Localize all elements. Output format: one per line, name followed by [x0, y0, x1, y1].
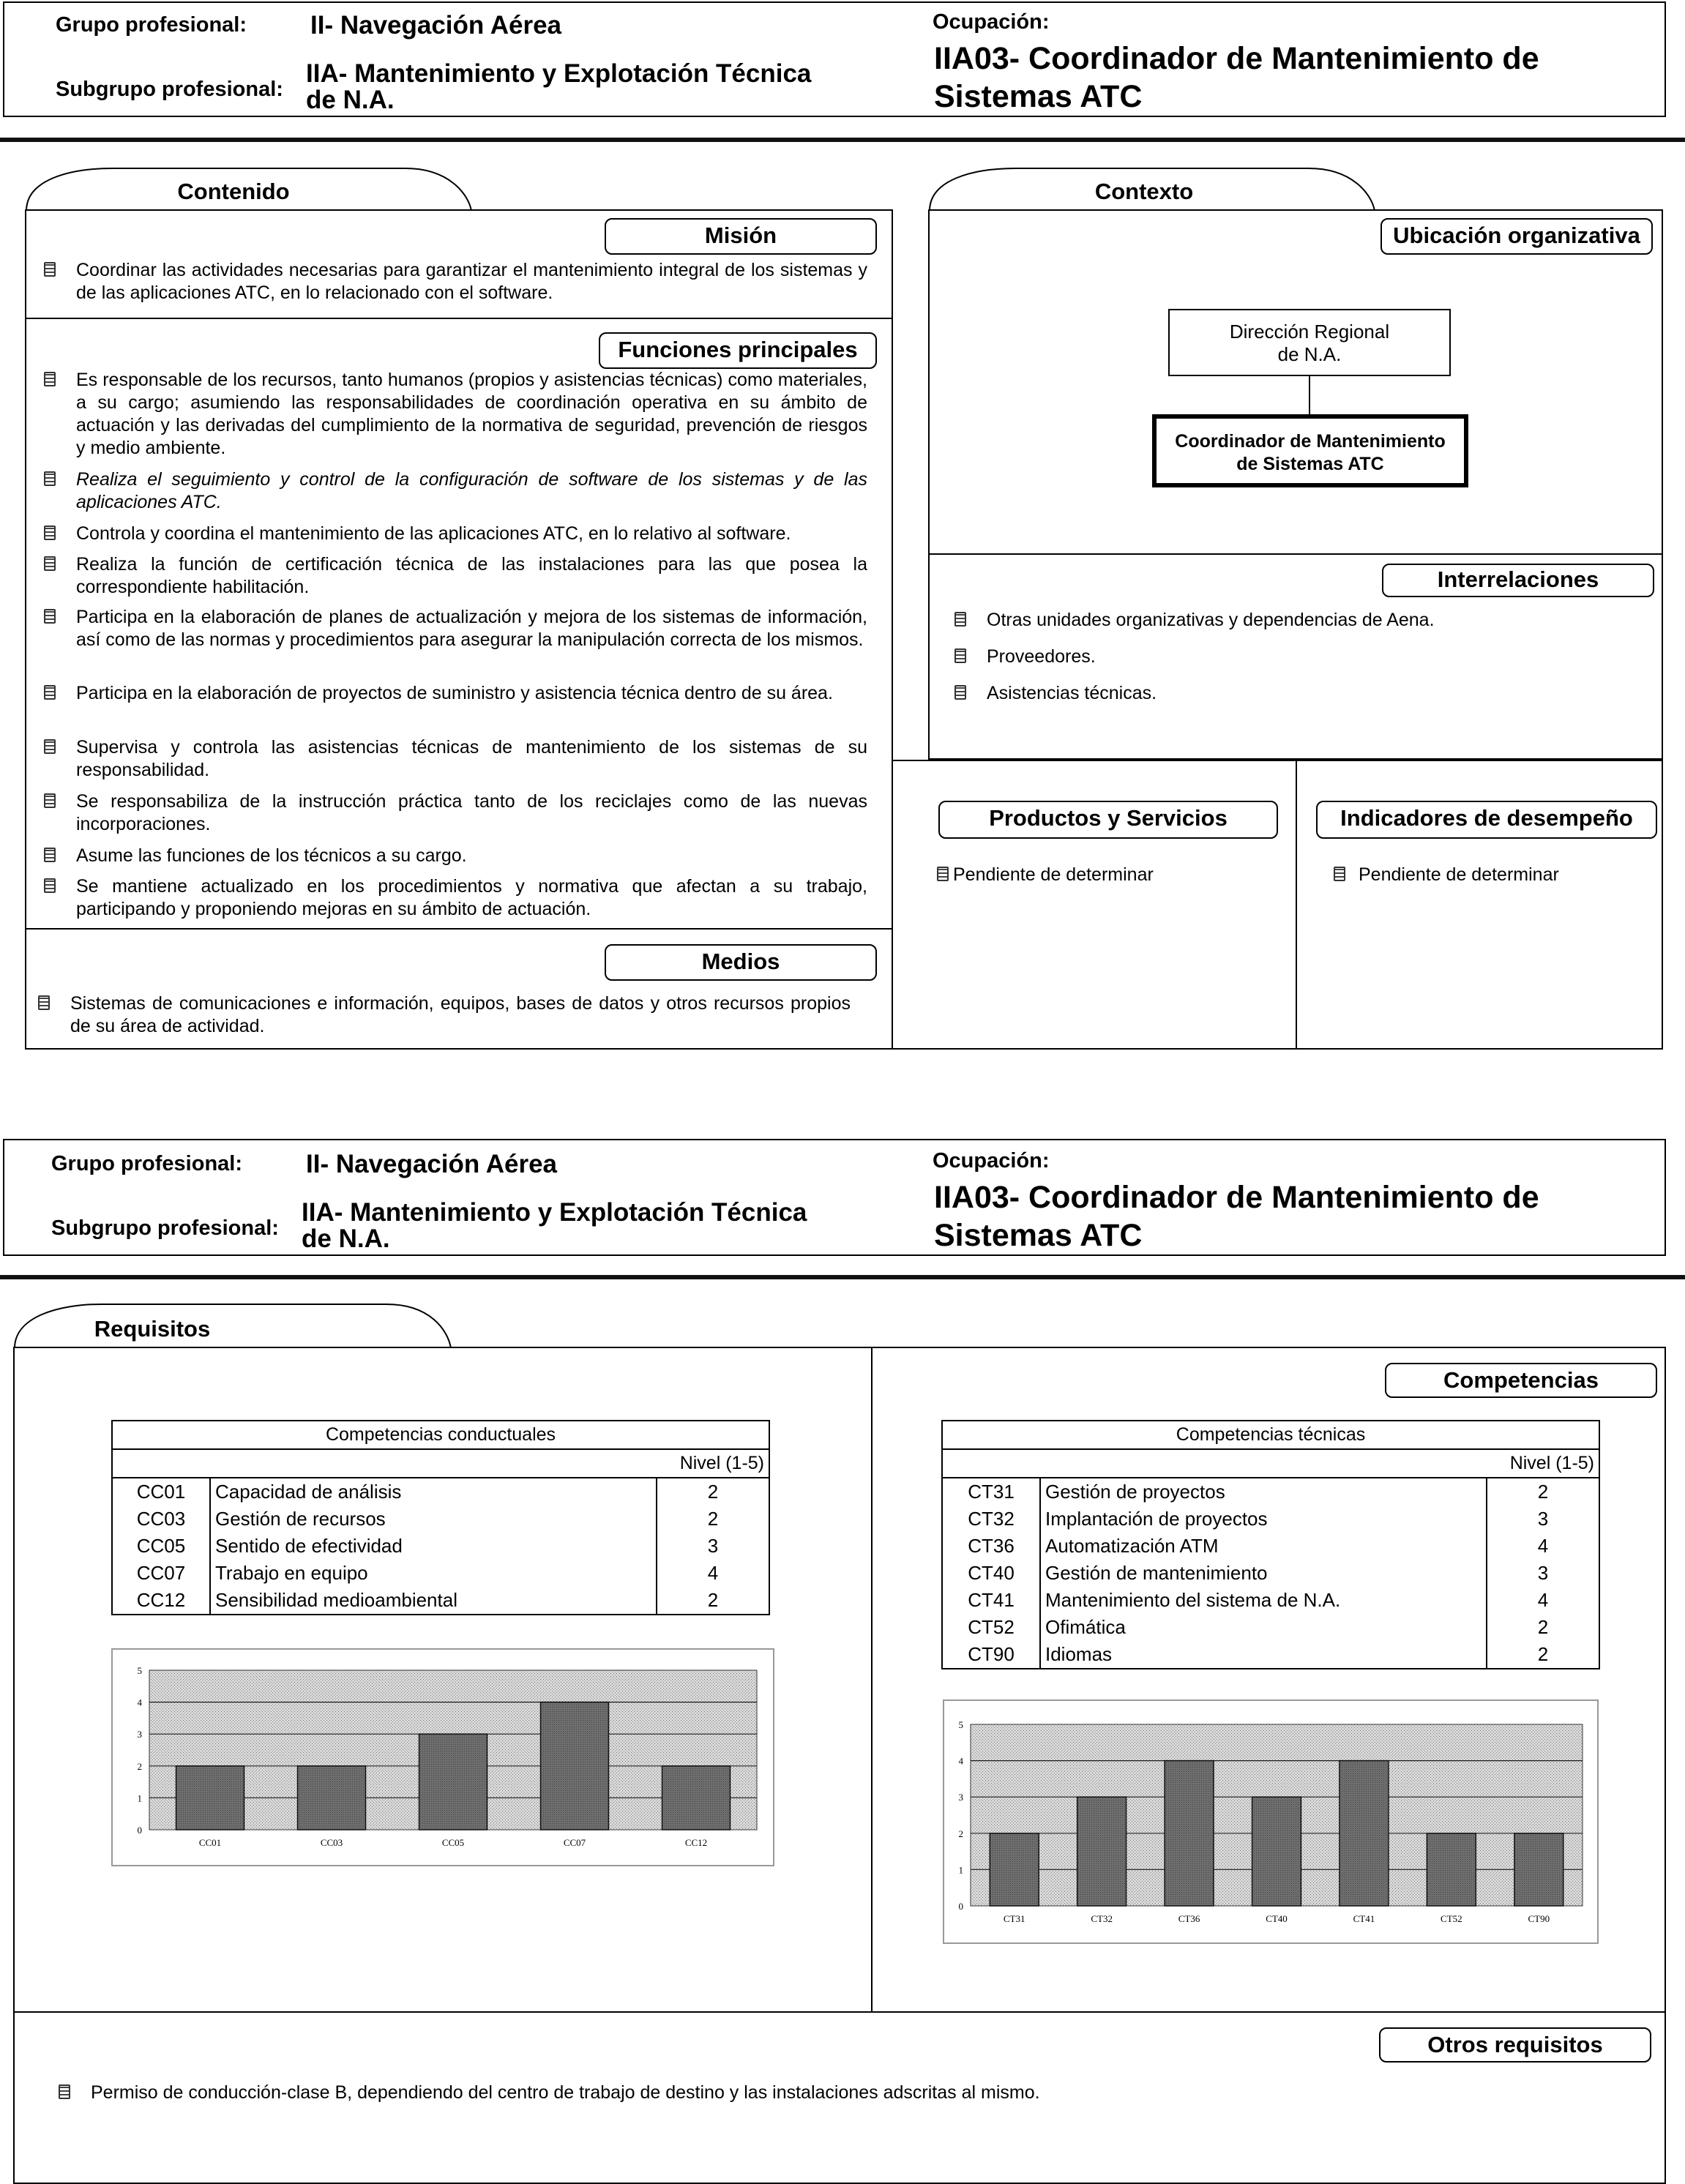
ocupacion-label-2: Ocupación: [933, 1149, 1050, 1173]
x-tick-label: CT40 [1266, 1913, 1288, 1924]
ubicacion-title: Ubicación organizativa [1380, 218, 1653, 255]
y-tick-label: 5 [958, 1719, 963, 1730]
document-icon [1334, 867, 1345, 881]
table-row: CC03 Gestión de recursos 2 [112, 1506, 769, 1533]
funcion-item: Es responsable de los recursos, tanto humanos (propios y asistencias técnicas) como materiales, a su cargo; asumiendo las responsabilidades de coordinación operativa en su ámbito de actuación y las derivadas del cumplimiento de la normativa de seguridad, prevención de riesgos y medio ambiente. [44, 369, 867, 460]
divider-1 [0, 138, 1685, 142]
funcion-item: Asume las funciones de los técnicos a su cargo. [44, 845, 867, 867]
bar-ct41 [1340, 1761, 1389, 1906]
funcion-item: Supervisa y controla las asistencias técnicas de mantenimiento de los sistemas de su responsabilidad. [44, 736, 867, 782]
interrelaciones-title: Interrelaciones [1382, 564, 1654, 597]
table-row: CT40 Gestión de mantenimiento 3 [942, 1560, 1599, 1587]
bar-ct52 [1427, 1833, 1476, 1906]
document-icon [44, 848, 56, 862]
x-tick-label: CT32 [1091, 1913, 1113, 1924]
mision-item: Coordinar las actividades necesarias para garantizar el mantenimiento integral de los sistemas y de las aplicaciones ATC, en lo relacionado con el software. [44, 259, 867, 304]
conductuales-chart-frame [111, 1648, 774, 1866]
document-icon [44, 793, 56, 808]
grupo-label-2: Grupo profesional: [51, 1152, 242, 1175]
otros-title: Otros requisitos [1379, 2027, 1651, 2063]
subgrupo-value-2-line1: IIA- Mantenimiento y Explotación Técnica [302, 1198, 807, 1227]
table-row: CT36 Automatización ATM 4 [942, 1533, 1599, 1560]
competencias-title: Competencias [1385, 1363, 1657, 1398]
bar-cc01 [176, 1766, 244, 1830]
table-row: CC05 Sentido de efectividad 3 [112, 1533, 769, 1560]
bar-ct31 [990, 1833, 1039, 1906]
ocupacion-label: Ocupación: [933, 10, 1050, 34]
funcion-item: Controla y coordina el mantenimiento de las aplicaciones ATC, en lo relativo al software. [44, 523, 867, 545]
x-tick-label: CC12 [684, 1837, 708, 1848]
org-child-label: Coordinador de Mantenimiento de Sistemas ATC [1175, 431, 1446, 474]
y-tick-label: 1 [137, 1792, 142, 1804]
funcion-item: Realiza el seguimiento y control de la configuración de software de los sistemas y de las aplicaciones ATC. [44, 468, 867, 514]
tecnicas-chart-frame [943, 1699, 1599, 1944]
org-connector [1309, 376, 1310, 414]
x-tick-label: CT36 [1178, 1913, 1200, 1924]
requisitos-split [871, 1347, 873, 2011]
document-icon [44, 685, 56, 700]
x-tick-label: CC01 [198, 1837, 222, 1848]
indicadores-title: Indicadores de desempeño [1316, 801, 1657, 839]
divider-2 [0, 1275, 1685, 1279]
x-tick-label: CC05 [441, 1837, 465, 1848]
bar-cc05 [419, 1734, 487, 1830]
bar-ct32 [1077, 1797, 1127, 1906]
subgrupo-value-2-line2: de N.A. [302, 1224, 390, 1253]
y-tick-label: 3 [137, 1729, 142, 1740]
y-tick-label: 3 [958, 1792, 963, 1803]
document-icon [44, 526, 56, 540]
tecnicas-nivel-label: Nivel (1-5) [942, 1449, 1599, 1478]
productos-title: Productos y Servicios [938, 801, 1278, 839]
y-tick-label: 1 [958, 1864, 963, 1876]
contexto-divider [928, 553, 1663, 555]
ocupacion-2-line2: Sistemas ATC [934, 1218, 1143, 1253]
org-child-box [1152, 414, 1468, 487]
conductuales-table [111, 1420, 770, 1615]
ocupacion-line2: Sistemas ATC [934, 79, 1143, 114]
requisitos-divider [13, 2011, 1666, 2013]
table-row: CT90 Idiomas 2 [942, 1641, 1599, 1669]
productos-item: Pendiente de determinar [937, 864, 1266, 886]
indicadores-item: Pendiente de determinar [1334, 864, 1648, 886]
bar-ct40 [1252, 1797, 1301, 1906]
mision-title: Misión [605, 218, 877, 255]
tab-contenido: Contenido [177, 179, 290, 204]
document-icon [44, 556, 56, 571]
document-icon [44, 471, 56, 486]
x-tick-label: CC07 [563, 1837, 586, 1848]
document-icon [937, 867, 949, 881]
grupo-value-2: II- Navegación Aérea [306, 1150, 558, 1178]
document-icon [44, 878, 56, 893]
subgrupo-value-line1: IIA- Mantenimiento y Explotación Técnica [306, 59, 812, 88]
document-icon [954, 685, 966, 700]
subgrupo-label-2: Subgrupo profesional: [51, 1216, 279, 1240]
grupo-label: Grupo profesional: [56, 13, 247, 37]
x-tick-label: CT41 [1353, 1913, 1375, 1924]
document-icon [59, 2084, 70, 2099]
document-icon [38, 995, 50, 1010]
table-row: CC01 Capacidad de análisis 2 [112, 1478, 769, 1506]
contenido-divider-2 [25, 928, 893, 930]
document-icon [954, 648, 966, 663]
x-tick-label: CC03 [320, 1837, 343, 1848]
subgrupo-value-line2: de N.A. [306, 86, 395, 114]
header-box-2 [3, 1139, 1666, 1256]
ocupacion-2-line1: IIA03- Coordinador de Mantenimiento de [934, 1180, 1539, 1215]
funcion-item: Participa en la elaboración de proyectos de suministro y asistencia técnica dentro de su área. [44, 682, 867, 705]
interrelacion-item: Asistencias técnicas. [954, 682, 1613, 705]
tecnicas-chart [944, 1701, 1597, 1942]
tecnicas-table [941, 1420, 1600, 1669]
document-icon [44, 739, 56, 754]
y-tick-label: 2 [958, 1828, 963, 1839]
bar-ct36 [1165, 1761, 1214, 1906]
tecnicas-title: Competencias técnicas [942, 1421, 1599, 1449]
document-icon [44, 372, 56, 386]
funcion-item: Realiza la función de certificación técnica de las instalaciones para las que posea la correspondiente habilitación. [44, 553, 867, 599]
subgrupo-label: Subgrupo profesional: [56, 78, 283, 101]
table-row: CC12 Sensibilidad medioambiental 2 [112, 1587, 769, 1615]
x-tick-label: CT52 [1441, 1913, 1462, 1924]
document-icon [954, 612, 966, 627]
table-row: CT52 Ofimática 2 [942, 1614, 1599, 1641]
otros-item: Permiso de conducción-clase B, dependiendo del centro de trabajo de destino y las instalaciones adscritas al mismo. [59, 2082, 1596, 2104]
table-row: CT41 Mantenimiento del sistema de N.A. 4 [942, 1587, 1599, 1614]
contenido-divider-1 [25, 318, 893, 319]
interrelacion-item: Otras unidades organizativas y dependencias de Aena. [954, 609, 1613, 632]
document-icon [44, 262, 56, 277]
bar-cc12 [662, 1766, 731, 1830]
y-tick-label: 2 [137, 1760, 142, 1772]
conductuales-chart [113, 1650, 773, 1865]
table-row: CC07 Trabajo en equipo 4 [112, 1560, 769, 1587]
medios-title: Medios [605, 944, 877, 981]
header-box-1 [3, 1, 1666, 117]
table-row: CT31 Gestión de proyectos 2 [942, 1478, 1599, 1506]
grupo-value: II- Navegación Aérea [310, 11, 562, 40]
interrelacion-item: Proveedores. [954, 646, 1613, 668]
y-tick-label: 0 [137, 1825, 142, 1836]
org-parent-label: Dirección Regional de N.A. [1229, 321, 1390, 365]
y-tick-label: 5 [137, 1665, 142, 1676]
ocupacion-line1: IIA03- Coordinador de Mantenimiento de [934, 41, 1539, 76]
bar-cc07 [541, 1702, 609, 1830]
y-tick-label: 4 [137, 1697, 142, 1708]
y-tick-label: 4 [958, 1755, 963, 1767]
org-parent-box [1168, 309, 1451, 376]
bar-ct90 [1514, 1833, 1563, 1906]
tab-requisitos: Requisitos [94, 1316, 211, 1342]
x-tick-label: CT90 [1528, 1913, 1550, 1924]
funciones-title: Funciones principales [599, 332, 877, 369]
medios-item: Sistemas de comunicaciones e información, equipos, bases de datos y otros recursos propios de su área de actividad. [38, 992, 851, 1038]
conductuales-nivel-label: Nivel (1-5) [112, 1449, 769, 1478]
bar-cc03 [298, 1766, 366, 1830]
x-tick-label: CT31 [1003, 1913, 1025, 1924]
y-tick-label: 0 [958, 1901, 963, 1912]
tab-contexto: Contexto [1094, 179, 1194, 204]
conductuales-title: Competencias conductuales [112, 1421, 769, 1449]
funcion-item: Se responsabiliza de la instrucción práctica tanto de los reciclajes como de las nuevas incorporaciones. [44, 790, 867, 836]
funcion-item: Participa en la elaboración de planes de actualización y mejora de los sistemas de información, así como de las normas y procedimientos para asegurar la manipulación correcta de los mismos. [44, 606, 867, 651]
table-row: CT32 Implantación de proyectos 3 [942, 1506, 1599, 1533]
funcion-item: Se mantiene actualizado en los procedimientos y normativa que afectan a su trabajo, participando y proponiendo mejoras en su ámbito de actuación. [44, 875, 867, 921]
document-icon [44, 609, 56, 624]
